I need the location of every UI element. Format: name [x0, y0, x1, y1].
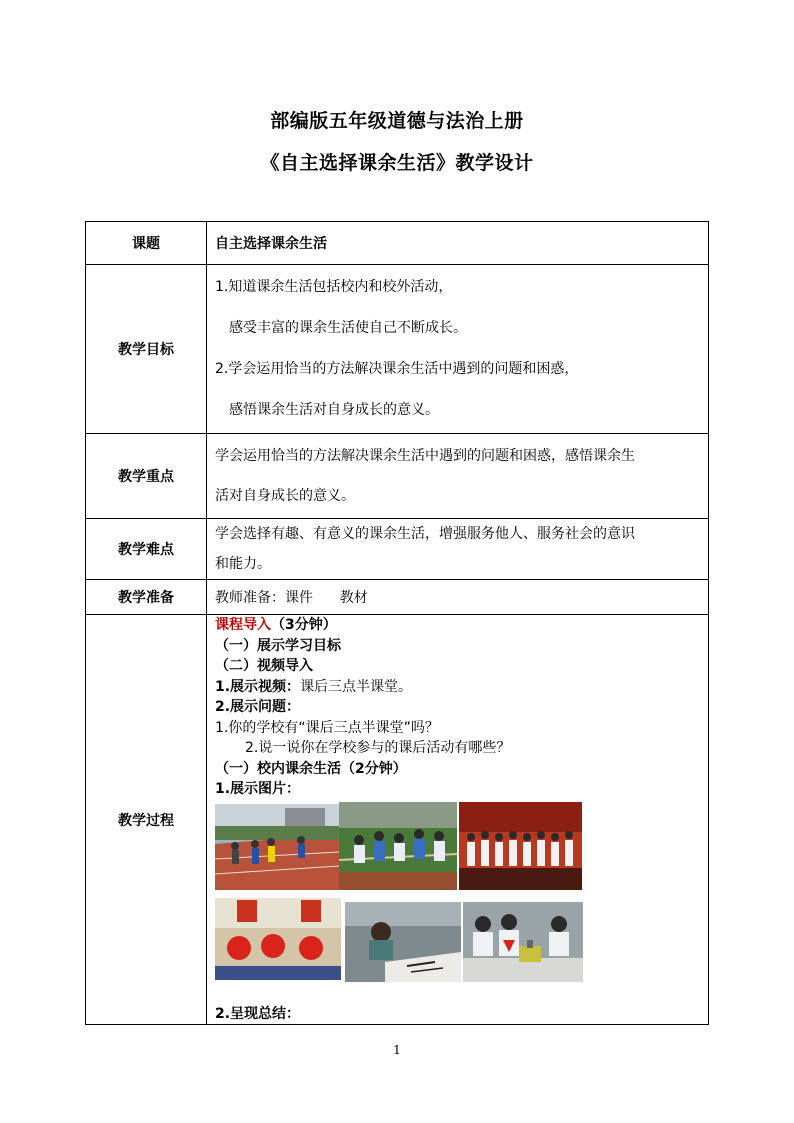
- key-points-cell: [207, 434, 709, 519]
- row-label-goals: 教学目标: [86, 265, 207, 434]
- table-row: [86, 615, 709, 1025]
- document-subtitle: 《自主选择课余生活》教学设计: [260, 152, 534, 174]
- table-row: [86, 222, 709, 265]
- show-video-text: 课后三点半课堂。: [300, 678, 413, 695]
- paper-cutting-photo: [215, 898, 341, 980]
- lesson-plan-table: [85, 221, 709, 1025]
- intro-heading-label: 课程导入: [215, 617, 271, 633]
- part1-heading: （一）校内课余生活（2分钟）: [215, 760, 407, 777]
- goal-line: 1.知道课余生活包括校内和校外活动，: [215, 279, 453, 295]
- show-pictures-heading: 1.展示图片：: [215, 781, 301, 797]
- step-show-goals: （一）展示学习目标: [215, 637, 341, 654]
- intro-duration: （3分钟）: [271, 617, 337, 633]
- summary-heading: 2.呈现总结：: [215, 1005, 301, 1022]
- goals-cell: [207, 265, 709, 434]
- table-row: [86, 434, 709, 519]
- preparation-value: 教师准备：课件 教材: [207, 580, 709, 615]
- row-label-process: 教学过程: [86, 615, 207, 1025]
- question-2: 2.说一说你在学校参与的课后活动有哪些？: [245, 740, 511, 756]
- key-point-line: 学会运用恰当的方法解决课余生活中遇到的问题和困惑，感悟课余生: [215, 448, 635, 464]
- table-row: [86, 580, 709, 615]
- choir-performance-photo: [459, 802, 582, 890]
- show-video-label: 1.展示视频：: [215, 678, 301, 695]
- question-1: 1.你的学校有“课后三点半课堂”吗？: [215, 719, 439, 736]
- goal-line: 2.学会运用恰当的方法解决课余生活中遇到的问题和困惑，: [215, 361, 579, 377]
- goal-line: 感悟课余生活对自身成长的意义。: [229, 402, 439, 418]
- difficulty-line: 和能力。: [215, 556, 271, 572]
- row-label-difficulties: 教学难点: [86, 519, 207, 580]
- show-video-line: [215, 677, 708, 698]
- show-questions-heading: 2.展示问题：: [215, 699, 301, 715]
- difficulty-line: 学会选择有趣、有意义的课余生活，增强服务他人、服务社会的意识: [215, 526, 635, 542]
- table-row: [86, 519, 709, 580]
- tug-of-war-photo: [339, 802, 457, 890]
- row-label-preparation: 教学准备: [86, 580, 207, 615]
- step-video-intro: （二）视频导入: [215, 658, 313, 674]
- row-label-key-points: 教学重点: [86, 434, 207, 519]
- process-cell: [207, 615, 709, 1025]
- sports-field-photo: [215, 804, 339, 890]
- robotics-club-photo: [463, 902, 583, 982]
- key-point-line: 活对自身成长的意义。: [215, 488, 355, 504]
- goal-line: 感受丰富的课余生活使自己不断成长。: [229, 320, 467, 336]
- difficulties-cell: [207, 519, 709, 580]
- topic-value: 自主选择课余生活: [207, 222, 709, 265]
- photo-gallery: [215, 804, 708, 1004]
- intro-heading: [215, 615, 708, 636]
- table-row: [86, 265, 709, 434]
- page-number: 1: [393, 1043, 401, 1057]
- document-title: 部编版五年级道德与法治上册: [270, 110, 524, 132]
- row-label-topic: 课题: [86, 222, 207, 265]
- calligraphy-class-photo: [345, 902, 461, 982]
